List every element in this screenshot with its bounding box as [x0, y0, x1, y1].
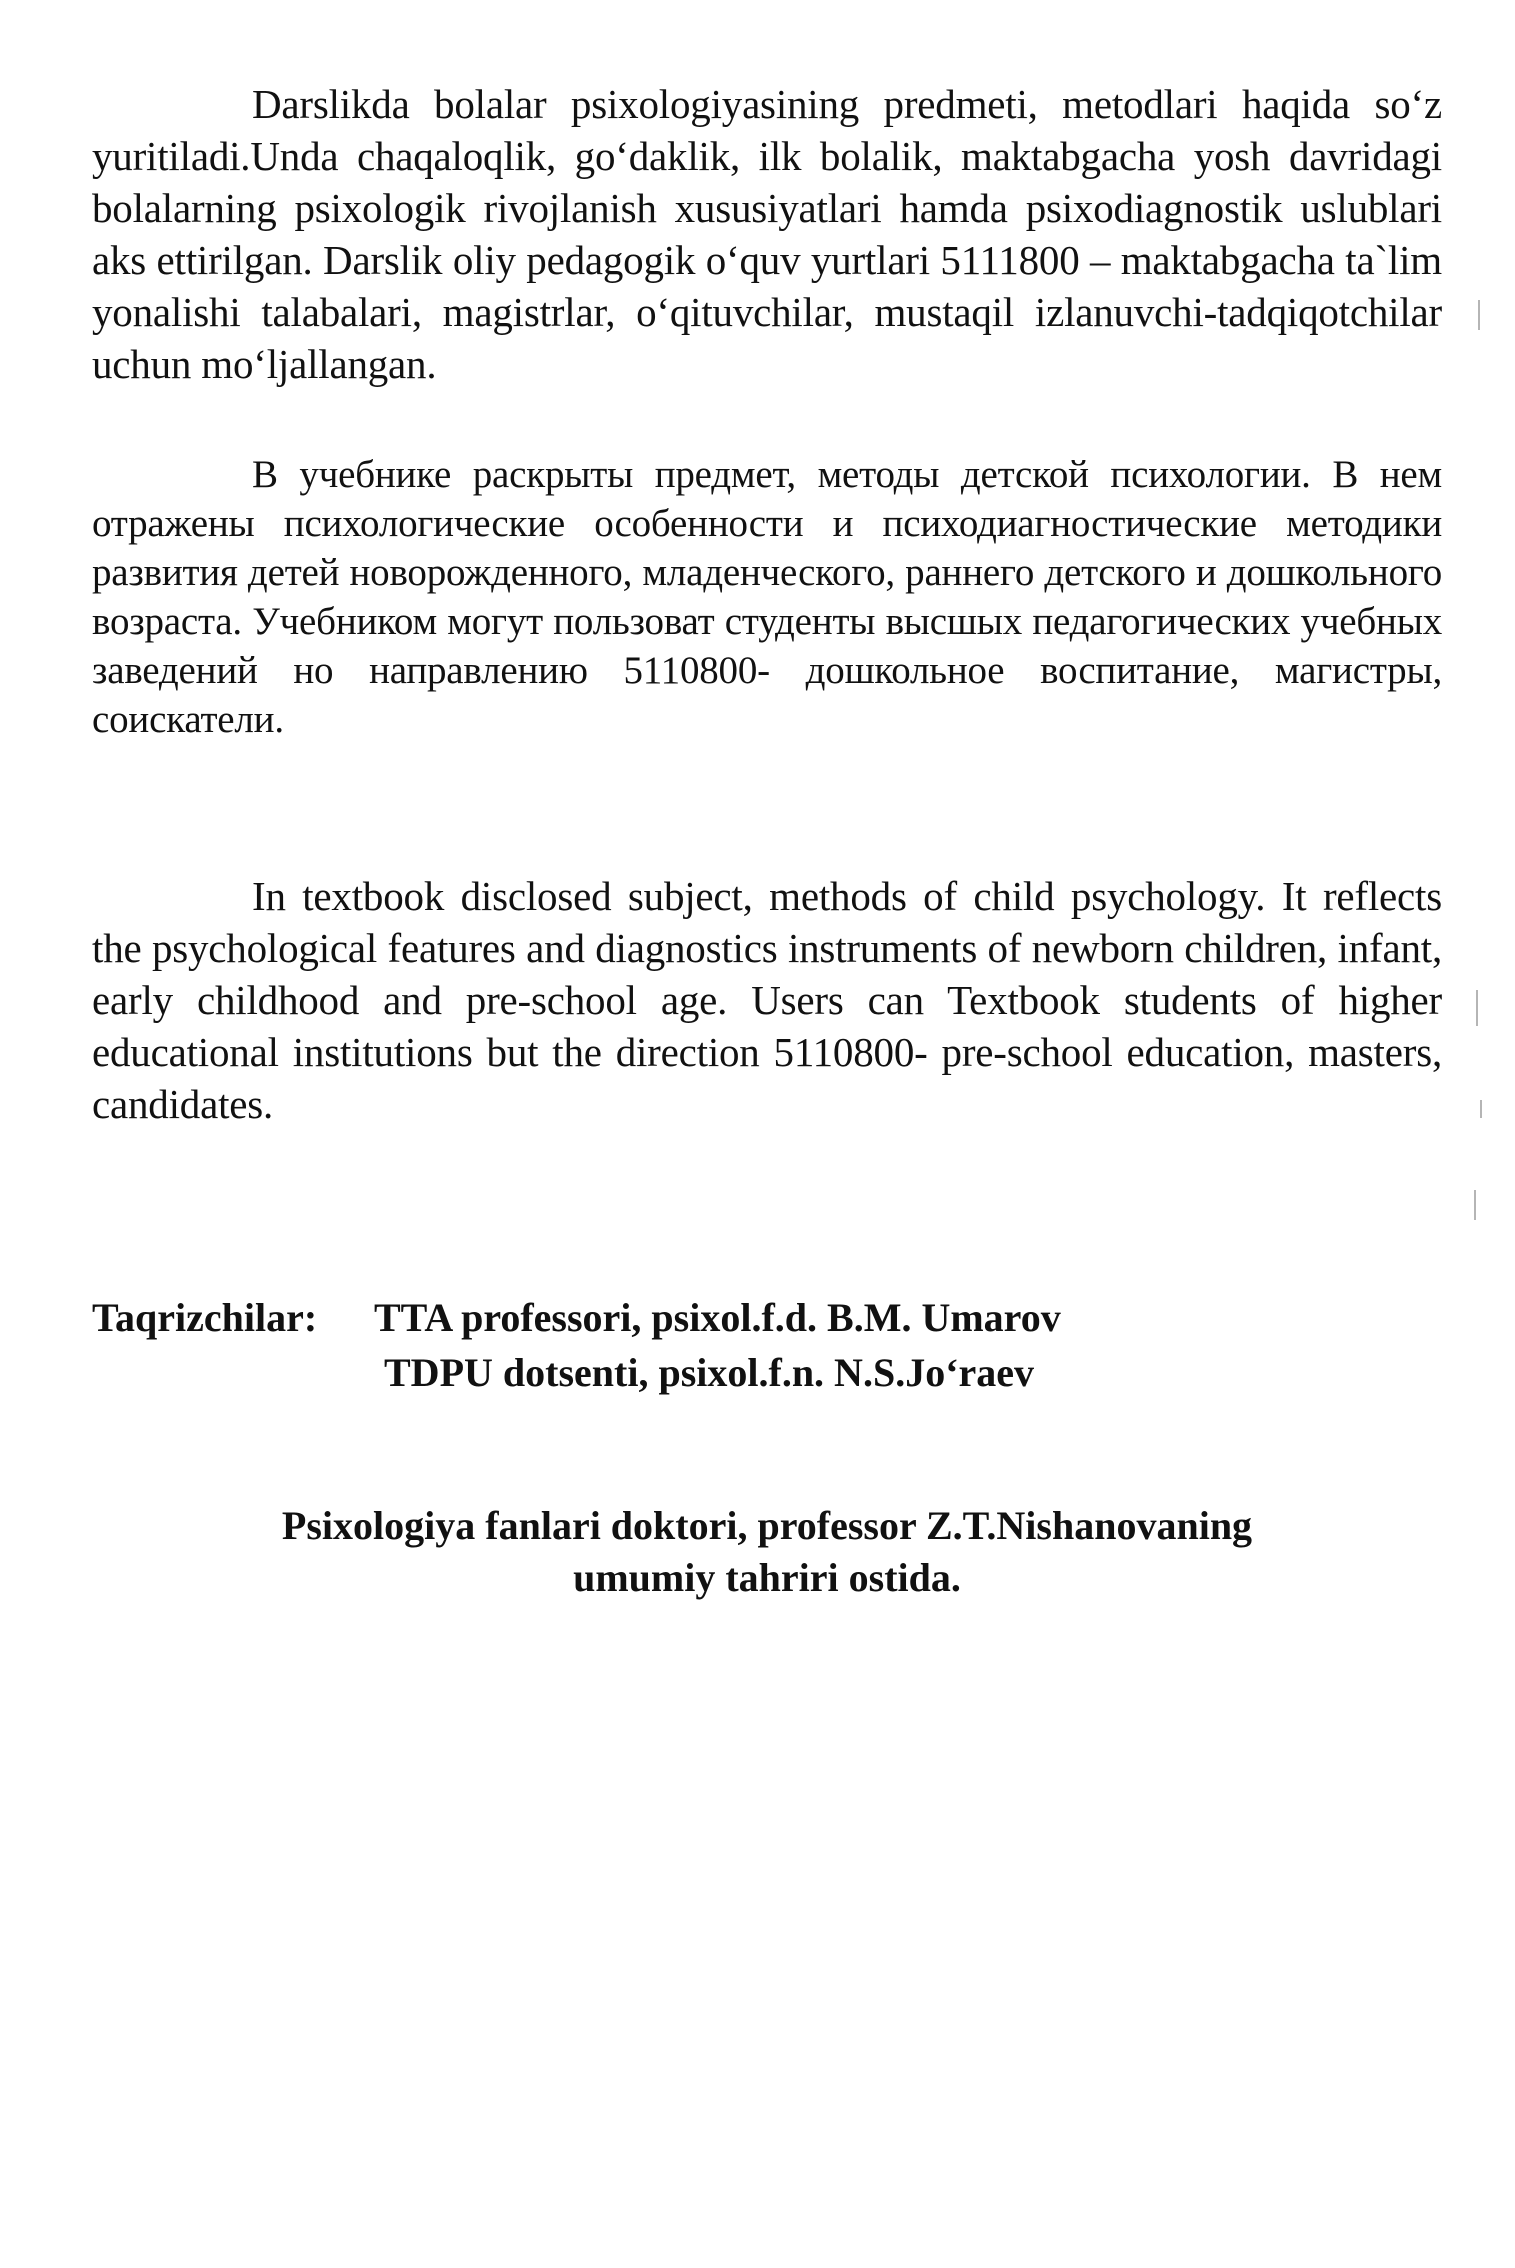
reviewer-item: TDPU dotsenti, psixol.f.n. N.S.Jo‘raev — [384, 1350, 1035, 1395]
general-editor-note — [92, 1500, 1442, 1604]
editor-line: Psixologiya fanlari doktori, professor Z.T.Nishanovaning — [281, 1503, 1253, 1548]
scan-margin-mark — [1474, 1190, 1476, 1220]
reviewer-item: TTA professori, psixol.f.d. B.M. Umarov — [374, 1295, 1061, 1340]
reviewers-label: Taqrizchilar: — [92, 1295, 318, 1340]
abstract-english: In textbook disclosed subject, methods of child psychology. It reflects the psychological features and diagnostics instruments of newborn children, infant, early childhood and pre-school age. Users can Textbook students of higher educational institutions but the direction 5110800- pre-school education, masters, candidates. — [92, 873, 1442, 1127]
scan-margin-mark — [1480, 1100, 1482, 1118]
abstract-uzbek: Darslikda bolalar psixologiyasining predmeti, metodlari haqida so‘z yuritiladi.Unda chaqaloqlik, go‘daklik, ilk bolalik, maktabgacha yosh davridagi bolalarning psixologik rivojlanish xususiyatlari hamda psixodiagnostik uslublari aks ettirilgan. Darslik oliy pedagogik o‘quv yurtlari 5111800 – maktabgacha ta`lim yonalishi talabalari, magistrlar, o‘qituvchilar, mustaqil izlanuvchi-tadqiqotchilar uchun mo‘ljallangan. — [92, 81, 1442, 387]
reviewer-row — [92, 1345, 1061, 1400]
abstract-russian: В учебнике раскрыты предмет, методы детской психологии. В нем отражены психологические особенности и психодиагностические методики развития детей новорожденного, младенческого, раннего детского и дошкольного возраста. Учебником могут пользоват студенты высшых педагогических учебных заведений но направлению 5110800- дошкольное воспитание, магистры, соискатели. — [92, 453, 1442, 741]
scan-margin-mark — [1478, 300, 1480, 330]
reviewers-block — [92, 1290, 1061, 1400]
scan-margin-mark — [1476, 990, 1478, 1026]
editor-line: umumiy tahriri ostida. — [573, 1555, 961, 1600]
reviewer-row — [92, 1290, 1061, 1345]
